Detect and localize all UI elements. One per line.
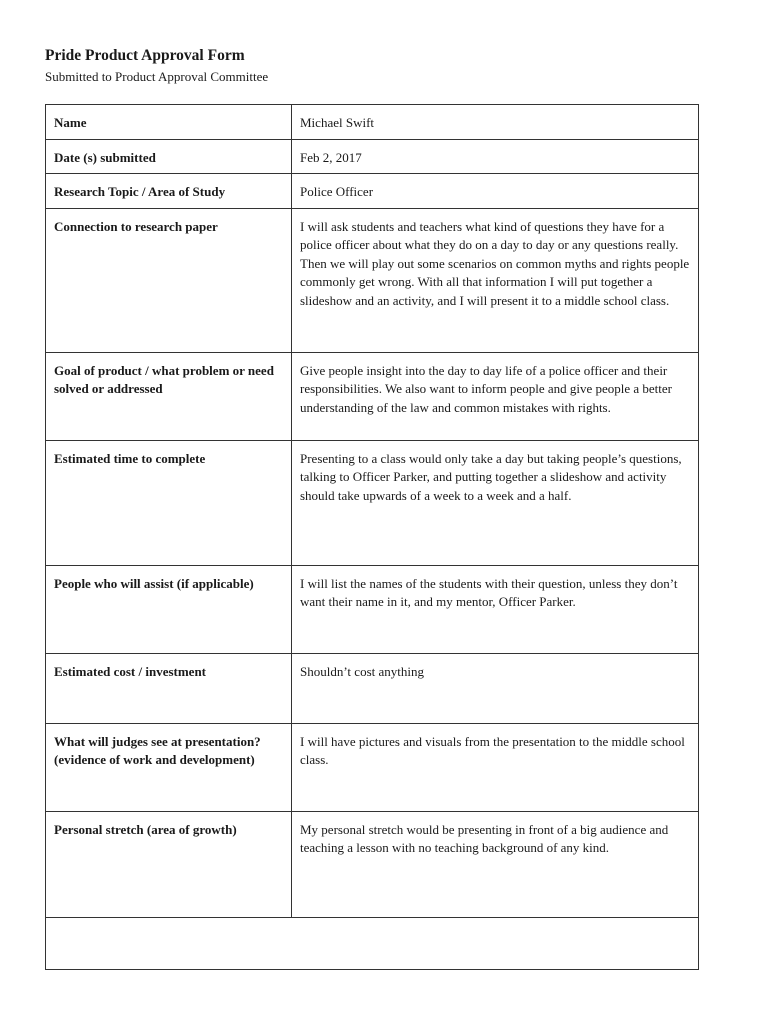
row-value-goal: Give people insight into the day to day life of a police officer and their responsibilities. We also want to inform people and give people a better understanding of the law and common mistakes with rights. — [292, 352, 699, 440]
table-row — [46, 139, 699, 174]
row-label-estimated-time: Estimated time to complete — [46, 440, 292, 565]
row-label-connection: Connection to research paper — [46, 208, 292, 352]
row-label-personal-stretch: Personal stretch (area of growth) — [46, 811, 292, 917]
row-label-goal: Goal of product / what problem or need solved or addressed — [46, 352, 292, 440]
row-value-connection: I will ask students and teachers what kind of questions they have for a police officer about what they do on a day to day or any questions really. Then we will play out some scenarios on common myths and rights people commonly get wrong. With all that information I will put together a slideshow and an activity, and I will present it to a middle school class. — [292, 208, 699, 352]
row-value-estimated-time: Presenting to a class would only take a day but taking people’s questions, talking to Officer Parker, and putting together a slideshow and activity should take upwards of a week to a week and a half. — [292, 440, 699, 565]
table-row — [46, 917, 699, 969]
table-row — [46, 811, 699, 917]
row-value-name: Michael Swift — [292, 105, 699, 140]
table-row — [46, 440, 699, 565]
table-row — [46, 723, 699, 811]
table-row — [46, 174, 699, 209]
row-value-people-assist: I will list the names of the students with their question, unless they don’t want their name in it, and my mentor, Officer Parker. — [292, 565, 699, 653]
table-row — [46, 352, 699, 440]
form-subtitle: Submitted to Product Approval Committee — [45, 69, 269, 84]
row-value-personal-stretch: My personal stretch would be presenting in front of a big audience and teaching a lesson with no teaching background of any kind. — [292, 811, 699, 917]
row-value-date-submitted: Feb 2, 2017 — [292, 139, 699, 174]
table-row — [46, 653, 699, 723]
row-value-research-topic: Police Officer — [292, 174, 699, 209]
table-row — [46, 105, 699, 140]
row-label-estimated-cost: Estimated cost / investment — [46, 653, 292, 723]
form-title: Pride Product Approval Form — [45, 47, 245, 64]
table-row — [46, 208, 699, 352]
table-row — [46, 565, 699, 653]
row-label-name: Name — [46, 105, 292, 140]
approval-form-table — [45, 104, 699, 970]
row-label-judges-see: What will judges see at presentation? (evidence of work and development) — [46, 723, 292, 811]
row-label-date-submitted: Date (s) submitted — [46, 139, 292, 174]
row-value-judges-see: I will have pictures and visuals from the presentation to the middle school class. — [292, 723, 699, 811]
empty-footer-cell — [46, 917, 699, 969]
row-label-research-topic: Research Topic / Area of Study — [46, 174, 292, 209]
row-label-people-assist: People who will assist (if applicable) — [46, 565, 292, 653]
row-value-estimated-cost: Shouldn’t cost anything — [292, 653, 699, 723]
